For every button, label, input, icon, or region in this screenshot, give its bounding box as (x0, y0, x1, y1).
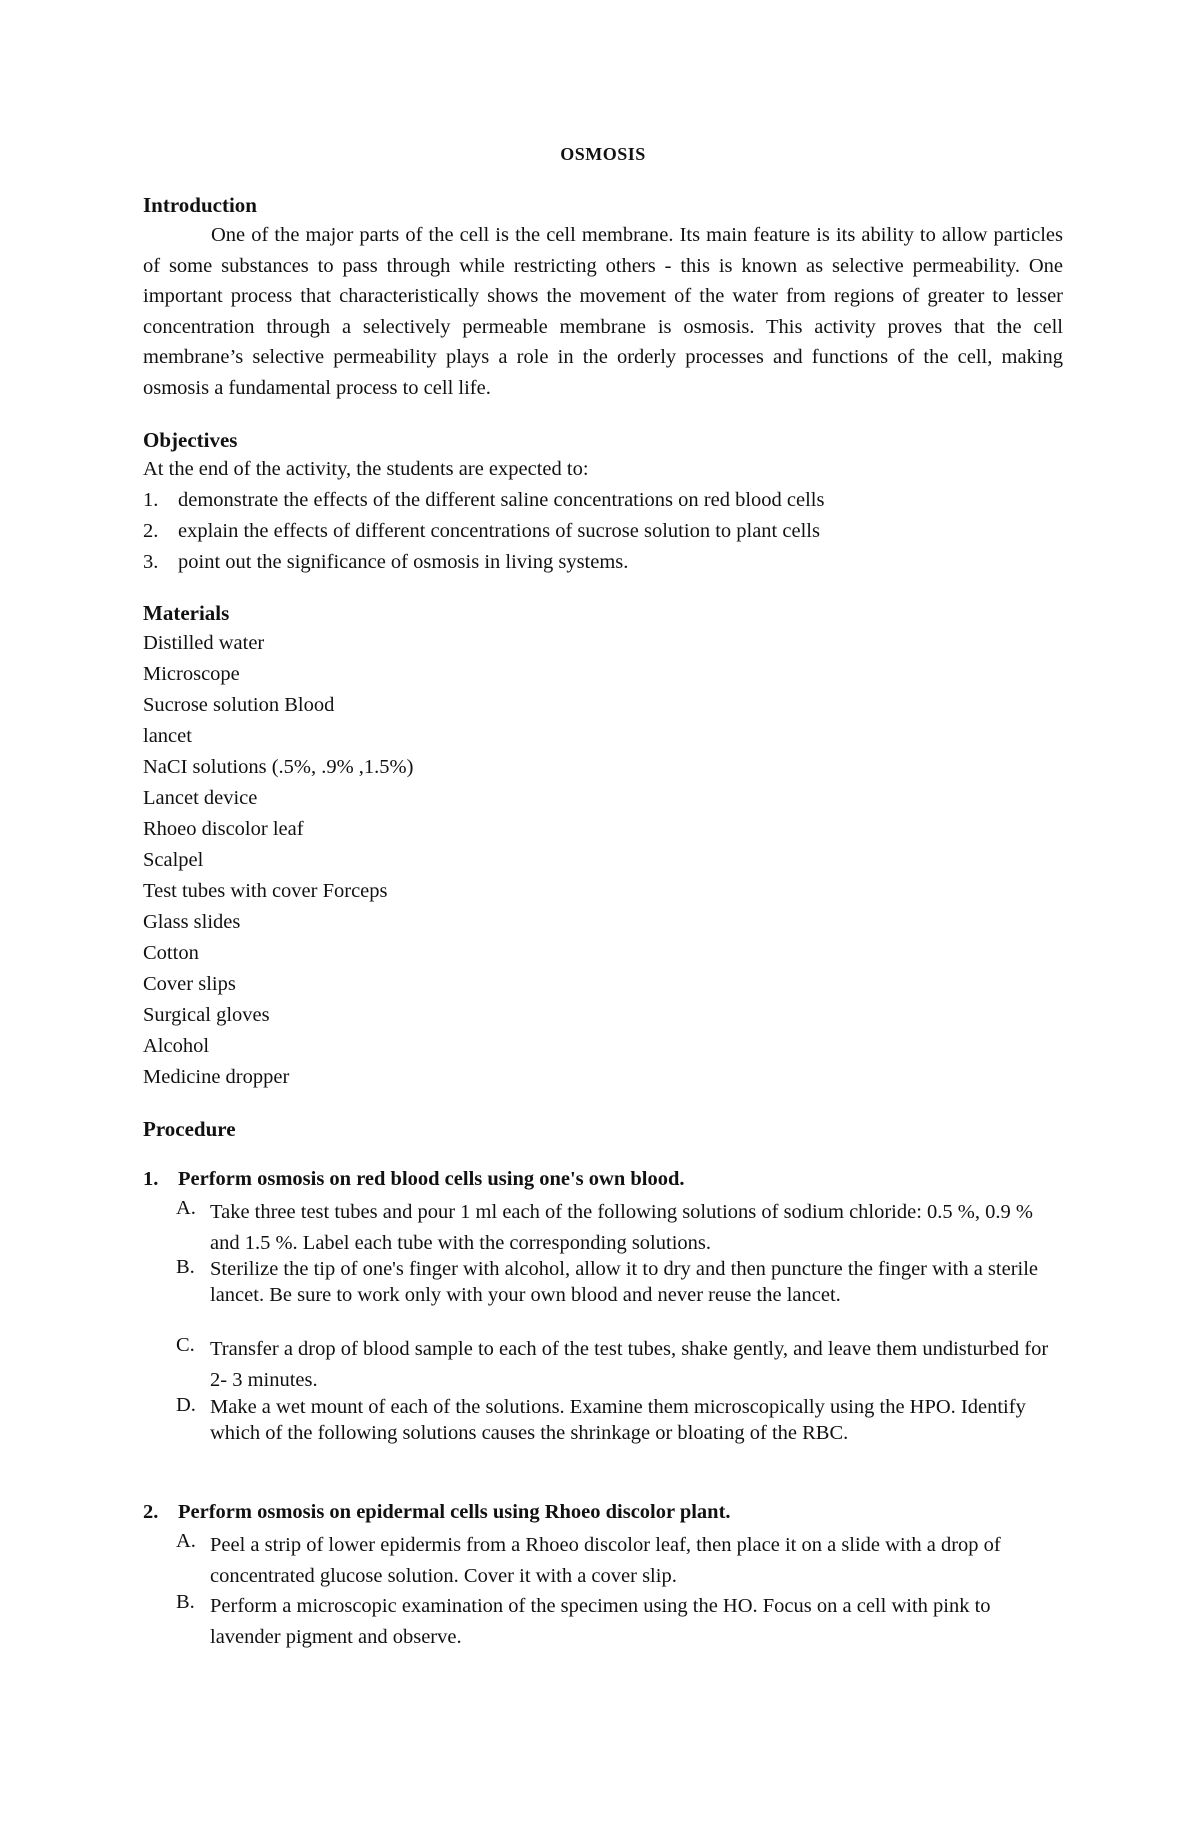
list-number: 3. (143, 551, 159, 573)
substep-text: Make a wet mount of each of the solutions. Examine them microscopically using the HPO. Identify which of the following solutions causes the shrinkage or bloating of the RBC. (210, 1396, 1026, 1444)
material-item: Cover slips (143, 973, 236, 995)
material-item: NaCI solutions (.5%, .9% ,1.5%) (143, 756, 414, 778)
material-item: Cotton (143, 942, 199, 964)
material-item: Glass slides (143, 911, 241, 933)
substep-text: Transfer a drop of blood sample to each of the test tubes, shake gently, and leave them undisturbed for 2- 3 minutes. (210, 1338, 1049, 1391)
procedure-substep (143, 1197, 1063, 1257)
list-text: demonstrate the effects of the different saline concentrations on red blood cells (178, 489, 825, 511)
substep-text: Sterilize the tip of one's finger with alcohol, allow it to dry and then puncture the finger with a sterile lancet. Be sure to work only with your own blood and never reuse the lancet. (210, 1258, 1039, 1306)
introduction-paragraph (143, 220, 1063, 403)
material-item: Alcohol (143, 1035, 210, 1057)
material-item: Medicine dropper (143, 1066, 290, 1088)
substep-letter: B. (176, 1256, 195, 1278)
step-number: 1. (143, 1168, 159, 1190)
list-number: 2. (143, 520, 159, 542)
step-title: Perform osmosis on epidermal cells using Rhoeo discolor plant. (178, 1501, 731, 1523)
material-item: Surgical gloves (143, 1004, 270, 1026)
list-text: explain the effects of different concentrations of sucrose solution to plant cells (178, 520, 820, 542)
material-item: Sucrose solution Blood (143, 694, 335, 716)
substep-letter: A. (176, 1197, 196, 1219)
list-text: point out the significance of osmosis in living systems. (178, 551, 629, 573)
material-item: Distilled water (143, 632, 265, 654)
document-page (143, 0, 1063, 1835)
list-number: 1. (143, 489, 159, 511)
step-title: Perform osmosis on red blood cells using one's own blood. (178, 1168, 685, 1190)
substep-text: Take three test tubes and pour 1 ml each of the following solutions of sodium chloride: 0.5 %, 0.9 % and 1.5 %. Label each tube with the corresponding solutions. (210, 1201, 1033, 1254)
substep-letter: C. (176, 1334, 195, 1356)
substep-text: Perform a microscopic examination of the specimen using the HO. Focus on a cell with pink to lavender pigment and observe. (210, 1595, 991, 1648)
procedure-substep (143, 1394, 1063, 1472)
introduction-heading: Introduction (143, 193, 257, 217)
material-item: lancet (143, 725, 192, 747)
substep-letter: B. (176, 1591, 195, 1613)
substep-letter: D. (176, 1394, 196, 1416)
procedure-substep (143, 1334, 1063, 1394)
material-item: Microscope (143, 663, 240, 685)
procedure-substep (143, 1591, 1063, 1653)
material-item: Test tubes with cover Forceps (143, 880, 388, 902)
step-number: 2. (143, 1501, 159, 1523)
substep-text: Peel a strip of lower epidermis from a Rhoeo discolor leaf, then place it on a slide with a drop of concentrated glucose solution. Cover it with a cover slip. (210, 1534, 1001, 1587)
page-title: OSMOSIS (560, 144, 646, 164)
materials-heading: Materials (143, 601, 230, 625)
material-item: Lancet device (143, 787, 258, 809)
material-item: Rhoeo discolor leaf (143, 818, 304, 840)
procedure-substep (143, 1256, 1063, 1334)
procedure-heading: Procedure (143, 1117, 236, 1141)
material-item: Scalpel (143, 849, 204, 871)
objectives-lead: At the end of the activity, the students are expected to: (143, 458, 589, 480)
procedure-substep (143, 1530, 1063, 1592)
introduction-text: One of the major parts of the cell is the cell membrane. Its main feature is its ability to allow particles of some substances to pass through while restricting others - this is known as selective permeability. One important process that characteristically shows the movement of the water from regions of greater to lesser concentration through a selectively permeable membrane is osmosis. This activity proves that the cell membrane’s selective permeability plays a role in the orderly processes and functions of the cell, making osmosis a fundamental process to cell life. (143, 224, 1063, 399)
objectives-heading: Objectives (143, 428, 238, 452)
substep-letter: A. (176, 1530, 196, 1552)
